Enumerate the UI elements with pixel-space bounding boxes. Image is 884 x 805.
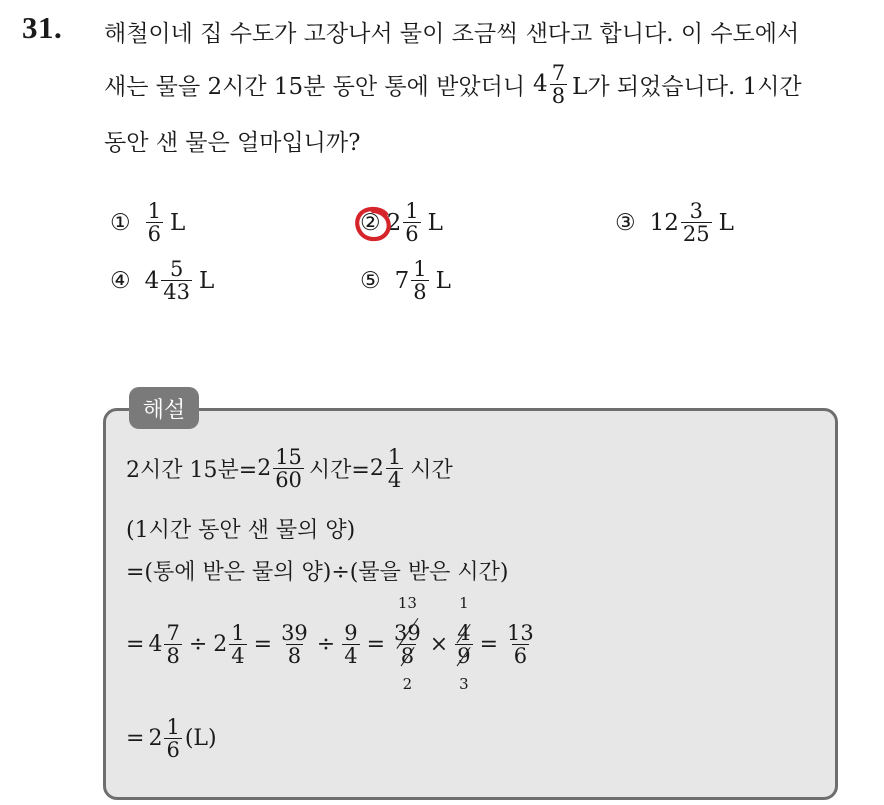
solution-line-5-fraction [164, 716, 181, 761]
solution-line-4-eq-4: = [479, 632, 499, 658]
choice-4-unit: L [199, 267, 215, 294]
solution-line-4-div-1: ÷ [188, 632, 208, 658]
choice-1-denominator: 6 [147, 222, 161, 247]
choice-3-fraction [681, 200, 712, 245]
choice-5-fraction [411, 258, 428, 303]
solution-line-4-numerator-1: 7 [166, 621, 180, 645]
choice-3-denominator: 25 [682, 222, 710, 247]
solution-line-1-fraction-2 [386, 446, 403, 491]
question-line-3: 동안 샌 물은 얼마입니까? [104, 130, 361, 156]
solution-line-2: (1시간 동안 샌 물의 양) [126, 518, 356, 543]
solution-line-4-eq-1: = [126, 632, 145, 658]
solution-line-4-numerator-5 [392, 594, 423, 645]
choice-4[interactable] [110, 258, 214, 303]
solution-line-3: =(통에 받은 물의 양)÷(물을 받은 시간) [126, 560, 509, 585]
choice-1-unit: L [170, 209, 186, 236]
question-line-2-text-b: L가 되었습니다. 1시간 [572, 74, 802, 101]
solution-line-4-denominator-3: 8 [287, 644, 302, 669]
solution-line-1-numerator-1: 15 [275, 445, 302, 469]
choice-4-fraction [161, 258, 192, 303]
solution-line-4-div-2: ÷ [316, 632, 336, 658]
solution-line-4-eq-2: = [253, 632, 273, 658]
solution-line-1-text-b: 시간= [308, 458, 370, 484]
solution-tag: 해설 [129, 387, 199, 429]
solution-line-4-fraction-2 [229, 622, 246, 667]
choice-2-denominator: 6 [405, 222, 419, 247]
choice-3[interactable] [615, 200, 734, 245]
cancelled-numerator-text: 39 [394, 621, 421, 645]
solution-line-1-denominator-2: 4 [387, 468, 402, 493]
choice-1[interactable] [110, 200, 185, 245]
solution-line-4-numerator-3: 39 [281, 621, 308, 645]
choice-3-unit: L [718, 209, 734, 236]
choice-2-whole: 2 [386, 209, 402, 236]
choice-3-mark: ③ [615, 209, 636, 236]
solution-line-4-fraction-7 [505, 622, 536, 667]
choice-5-unit: L [435, 267, 451, 294]
solution-line-1-whole-2: 2 [369, 456, 384, 482]
cancel-result-below: 3 [459, 675, 469, 694]
solution-line-4-fraction-1 [164, 622, 181, 667]
choice-5[interactable] [360, 258, 451, 303]
solution-line-4-denominator-6 [455, 644, 472, 694]
solution-line-5-eq: = [126, 726, 145, 752]
cancelled-numerator-text: 4 [457, 621, 471, 645]
solution-line-1-numerator-2: 1 [387, 445, 402, 469]
solution-line-1-fraction-1 [273, 446, 304, 491]
choice-2-fraction [403, 200, 420, 245]
solution-line-4-denominator-5 [399, 644, 416, 694]
question-line-2-text-a: 새는 물을 2시간 15분 동안 통에 받았더니 [104, 74, 526, 101]
solution-line-5-numerator: 1 [166, 715, 180, 739]
question-amount-whole: 4 [533, 70, 548, 97]
choice-5-denominator: 8 [413, 280, 427, 305]
solution-line-5-unit: (L) [184, 726, 217, 752]
solution-line-4-denominator-4: 4 [344, 644, 358, 669]
solution-line-1-denominator-1: 60 [275, 468, 302, 493]
solution-line-4-numerator-4: 9 [344, 621, 358, 645]
answer-circle-mark [353, 205, 393, 243]
solution-line-4-whole-1: 4 [148, 632, 163, 658]
choice-5-mark: ⑤ [360, 267, 381, 294]
choice-2-unit: L [427, 209, 443, 236]
question-amount-fraction [550, 62, 567, 107]
choice-1-mark: ① [110, 209, 131, 236]
solution-line-4-whole-2: 2 [213, 632, 228, 658]
choice-2-numerator: 1 [405, 199, 419, 223]
choice-5-whole: 7 [394, 267, 410, 294]
question-amount-numerator: 7 [551, 61, 566, 85]
question-amount-denominator: 8 [551, 84, 566, 109]
cancel-result-below: 2 [402, 675, 413, 694]
choice-1-numerator: 1 [147, 199, 161, 223]
question-number: 31. [22, 10, 63, 45]
choice-3-numerator: 3 [689, 199, 703, 223]
solution-line-4-fraction-4 [342, 622, 359, 667]
choice-4-numerator: 5 [169, 257, 184, 281]
question-line-2 [104, 62, 802, 107]
cancelled-denominator-text: 9 [457, 644, 471, 669]
solution-line-5-denominator: 6 [166, 738, 180, 763]
solution-line-4-numerator-6 [455, 594, 472, 645]
solution-line-4-numerator-7: 13 [507, 621, 534, 645]
solution-line-4 [126, 594, 537, 694]
solution-line-4-times: × [429, 632, 449, 658]
solution-line-4-fraction-5 [392, 594, 423, 694]
solution-line-4-fraction-6 [455, 594, 472, 694]
solution-line-4-denominator-2: 4 [231, 644, 245, 669]
choice-2-mark: ② [360, 209, 381, 236]
solution-line-4-fraction-3 [279, 622, 310, 667]
question-amount [533, 62, 568, 107]
choice-4-whole: 4 [144, 267, 160, 294]
solution-line-5-whole: 2 [148, 726, 163, 752]
solution-line-1-text-a: 2시간 15분= [126, 458, 258, 484]
solution-line-4-eq-3: = [366, 632, 386, 658]
choice-5-numerator: 1 [413, 257, 427, 281]
solution-line-1 [126, 446, 453, 491]
cancel-result-above: 13 [397, 594, 417, 612]
choice-4-denominator: 43 [163, 280, 190, 305]
solution-line-1-whole-1: 2 [257, 456, 272, 482]
solution-line-1-text-c: 시간 [410, 458, 453, 484]
question-line-1: 해철이네 집 수도가 고장나서 물이 조금씩 샌다고 합니다. 이 수도에서 [104, 21, 800, 47]
solution-line-4-denominator-1: 8 [166, 644, 180, 669]
choice-4-mark: ④ [110, 267, 131, 294]
solution-line-5 [126, 716, 217, 761]
solution-line-4-numerator-2: 1 [231, 621, 245, 645]
choice-1-fraction [146, 200, 163, 245]
cancel-result-above: 1 [459, 594, 469, 612]
choice-3-whole: 12 [649, 209, 679, 236]
solution-line-4-denominator-7: 6 [513, 644, 528, 669]
cancelled-denominator-text: 8 [400, 644, 415, 669]
